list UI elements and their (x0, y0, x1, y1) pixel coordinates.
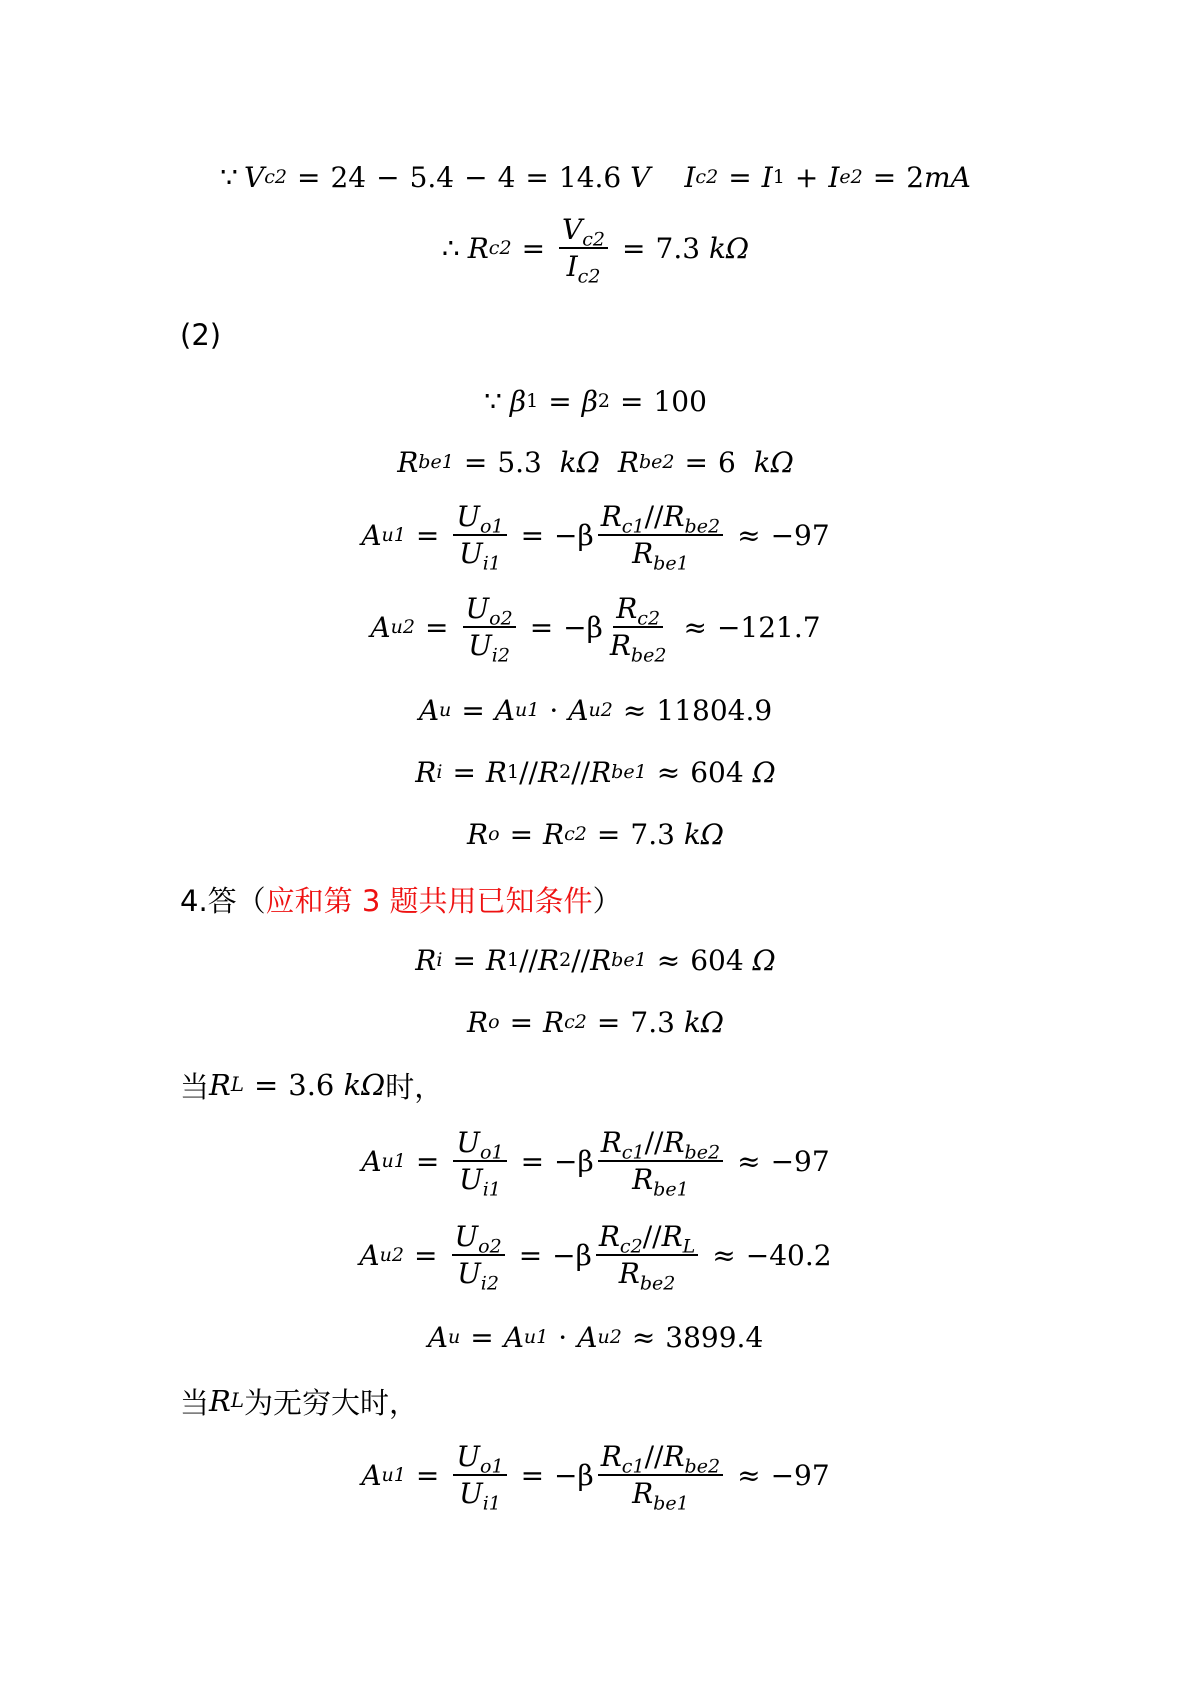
equation-case1-au2: A u2 = $\frac{U_{o2}}{U_{i2}}$ = −β $\frac{R_{c2}//R_L}{R_{be2}}$ ≈ −40.2 (359, 1220, 832, 1295)
equation-case1-au: A u = A u1 · A u2 ≈ 3899.4 (427, 1320, 764, 1354)
equation-ro-4: R o = R c2 = 7.3 kΩ (467, 1005, 724, 1039)
equation-ri-4: R i = R 1 // R 2 // R be1 ≈ 604 Ω (415, 943, 776, 977)
equation-ri: R i = R 1 // R 2 // R be1 ≈ 604 Ω (415, 755, 776, 789)
equation-au2: A u2 = $\frac{U_{o2}}{U_{i2}}$ = −β $\frac{R_{c2}}{R_{be2}}$ ≈ −121.7 (370, 592, 821, 667)
equation-case2-au1: A u1 = $\frac{U_{o1}}{U_{i1}}$ = −β $\frac{R_{c1}//R_{be2}}{R_{be1}}$ ≈ −97 (361, 1440, 830, 1515)
equation-ro: R o = R c2 = 7.3 kΩ (467, 817, 724, 851)
equation-au1: A u1 = $\frac{U_{o1}}{U_{i1}}$ = −β $\frac{R_{c1}//R_{be2}}{R_{be1}}$ ≈ −97 (361, 500, 830, 575)
answer-4-note: 应和第 3 题共用已知条件 (265, 883, 593, 918)
equation-vc2-ic2: ∵ V c2 = 24 − 5.4 − 4 = 14.6 V I c2 = I 1 + I e2 = 2 mA (220, 160, 971, 194)
equation-rc2: ∴ R c2 = $\frac{V_{c2}}{I_{c2}}$ = 7.3 kΩ (441, 213, 750, 288)
equation-au-total: A u = A u1 · A u2 ≈ 11804.9 (418, 693, 773, 727)
answer-4-prefix: 4.答（ (180, 883, 266, 918)
case-1-label: 当 R L = 3.6 kΩ 时， (180, 1068, 444, 1104)
answer-4-suffix: ） (592, 883, 622, 918)
answer-4-label (180, 870, 622, 928)
part-2-label: (2) (180, 318, 222, 352)
equation-rbe: R be1 = 5.3 kΩ R be2 = 6 kΩ (397, 445, 794, 479)
equation-case1-au1: A u1 = $\frac{U_{o1}}{U_{i1}}$ = −β $\frac{R_{c1}//R_{be2}}{R_{be1}}$ ≈ −97 (361, 1126, 830, 1201)
case-2-label: 当 R L 为无穷大时， (180, 1384, 418, 1420)
equation-beta: ∵ β 1 = β 2 = 100 (484, 384, 707, 418)
